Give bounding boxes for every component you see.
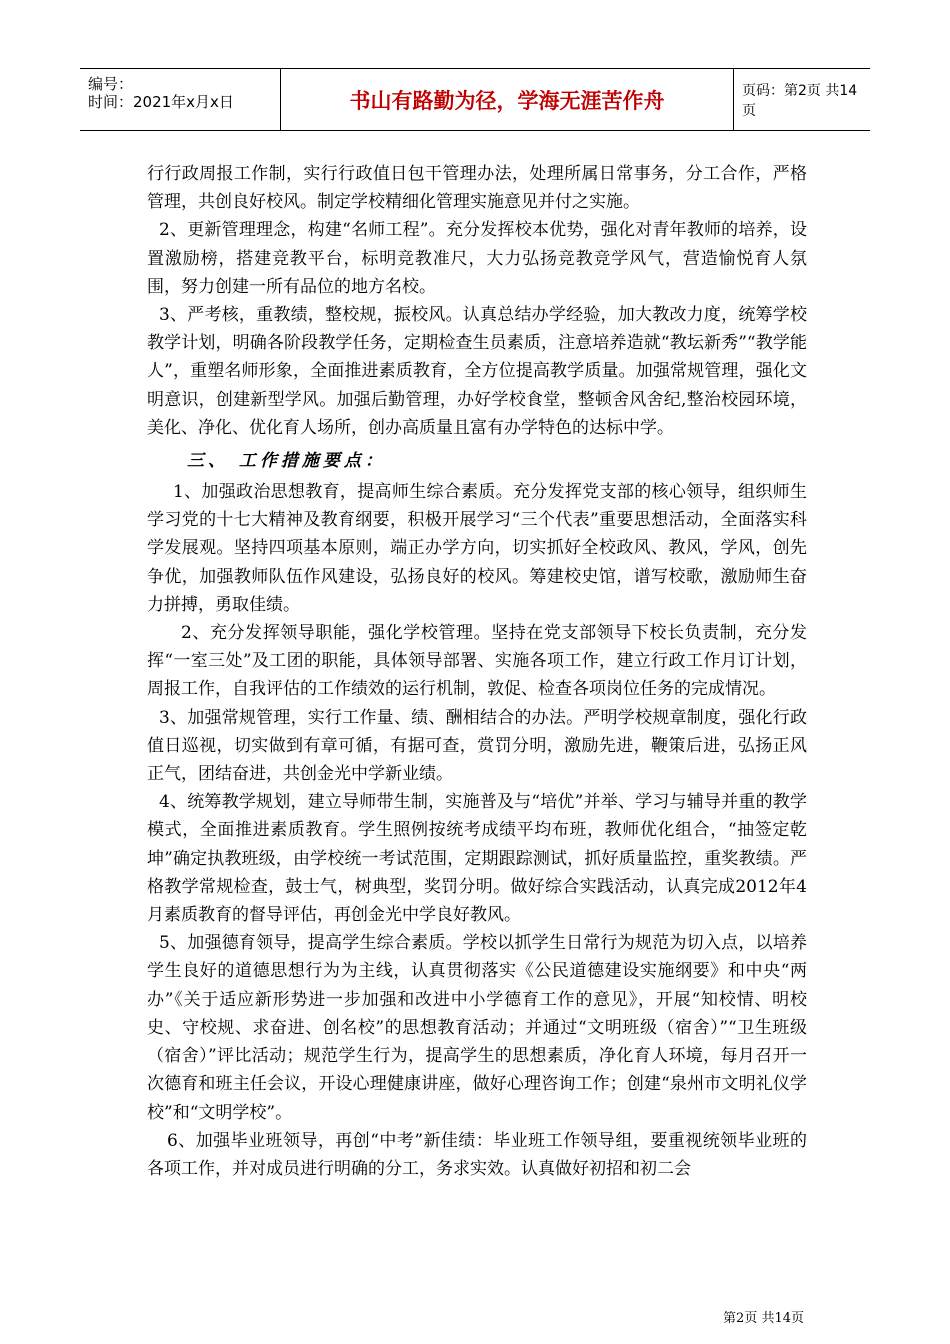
document-body <box>147 160 807 1183</box>
header-page-label: 页码：第2页 共14页 <box>742 82 858 119</box>
measure-paragraph: 1、加强政治思想教育，提高师生综合素质。充分发挥党支部的核心领导，组织师生学习党的十七大精神及教育纲要，积极开展学习“三个代表”重要思想活动，全面落实科学发展观。坚持四项基本原则，端正办学方向，切实抓好全校政风、教风，学风，创先争优，加强教师队伍作风建设，弘扬良好的校风。筹建校史馆，谱写校歌，激励师生奋力拼搏，勇取佳绩。 <box>147 482 807 615</box>
motto-text: 书山有路勤为径，学海无涯苦作舟 <box>349 88 665 113</box>
body-paragraph: 行行政周报工作制，实行行政值日包干管理办法，处理所属日常事务，分工合作，严格管理，共创良好校风。制定学校精细化管理实施意见并付之实施。 <box>147 164 807 213</box>
document-number-label: 编号： <box>88 75 134 93</box>
body-paragraph: 3、严考核，重教绩，整校规，振校风。认真总结办学经验，加大教改力度，统筹学校教学计划，明确各阶段教学任务，定期检查生员素质，注意培养造就“教坛新秀”“教学能人”，重塑名师形象，全面推进素质教育，全方位提高教学质量。加强常规管理，强化文明意识，创建新型学风。加强后勤管理，办好学校食堂，整顿舍风舍纪,整治校园环境，美化、净化、优化育人场所，创办高质量且富有办学特色的达标中学。 <box>147 305 807 438</box>
body-paragraph: 2、更新管理理念，构建“名师工程”。充分发挥校本优势，强化对青年教师的培养，设置激励榜，搭建竞教平台，标明竞教准尺，大力弘扬竞教竞学风气，营造愉悦育人氛围，努力创建一所有品位的地方名校。 <box>147 220 807 297</box>
document-date-label: 时间：2021年x月x日 <box>88 93 234 111</box>
measure-paragraph: 4、统筹教学规划，建立导师带生制，实施普及与“培优”并举、学习与辅导并重的教学模式，全面推进素质教育。学生照例按统考成绩平均布班，教师优化组合，“抽签定乾坤”确定执教班级，由学校统一考试范围，定期跟踪测试，抓好质量监控，重奖教绩。严格教学常规检查，鼓士气，树典型，奖罚分明。做好综合实践活动，认真完成2012年4月素质教育的督导评估，再创金光中学良好教风。 <box>147 792 807 926</box>
footer-page-number: 第2页 共14页 <box>723 1311 804 1326</box>
section-heading: 三、 工作措施要点： <box>187 451 386 472</box>
header-meta-cell <box>80 69 281 130</box>
header-motto-cell <box>281 69 734 130</box>
measure-paragraph: 3、加强常规管理，实行工作量、绩、酬相结合的办法。严明学校规章制度，强化行政值日巡视，切实做到有章可循，有据可查，赏罚分明，激励先进，鞭策后进，弘扬正风正气，团结奋进，共创金光中学新业绩。 <box>147 707 807 785</box>
measure-paragraph: 2、充分发挥领导职能，强化学校管理。坚持在党支部领导下校长负责制，充分发挥“一室三处”及工团的职能，具体领导部署、实施各项工作，建立行政工作月订计划，周报工作，自我评估的工作绩效的运行机制，敦促、检查各项岗位任务的完成情况。 <box>147 623 807 700</box>
measure-paragraph: 5、加强德育领导，提高学生综合素质。学校以抓学生日常行为规范为切入点，以培养学生良好的道德思想行为为主线，认真贯彻落实《公民道德建设实施纲要》和中央“两办”《关于适应新形势进一步加强和改进中小学德育工作的意见》，开展“知校情、明校史、守校规、求奋进、创名校”的思想教育活动；并通过“文明班级（宿舍）”“卫生班级（宿舍）”评比活动；规范学生行为，提高学生的思想素质，净化育人环境，每月召开一次德育和班主任会议，开设心理健康讲座，做好心理咨询工作；创建“泉州市文明礼仪学校”和“文明学校”。 <box>147 933 807 1123</box>
measure-paragraph: 6、加强毕业班领导，再创“中考”新佳绩：毕业班工作领导组，要重视统领毕业班的各项工作，并对成员进行明确的分工，务求实效。认真做好初招和初二会 <box>147 1130 807 1179</box>
header-page-cell <box>734 69 870 130</box>
page-header <box>80 68 870 131</box>
page-footer <box>723 1307 804 1326</box>
